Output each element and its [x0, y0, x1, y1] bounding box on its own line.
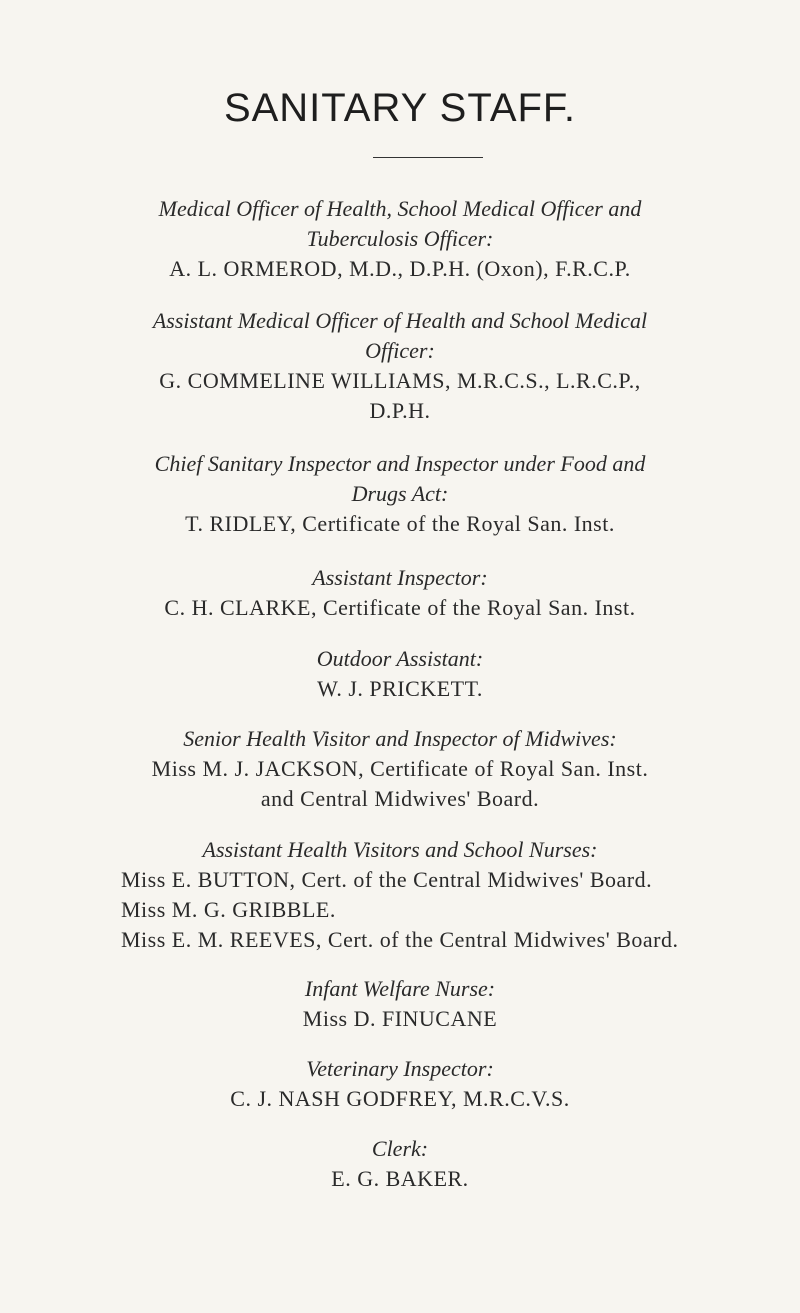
staff-entry-outdoor-assistant [0, 644, 800, 704]
name-line: C. J. NASH GODFREY, M.R.C.V.S. [230, 1086, 570, 1111]
staff-entry-assistant-inspector [0, 563, 800, 623]
name-line: G. COMMELINE WILLIAMS, M.R.C.S., L.R.C.P., [159, 368, 641, 393]
role-line: Clerk: [371, 1136, 429, 1161]
name-line: Miss D. FINUCANE [302, 1006, 498, 1031]
staff-entry-assistant-medical-officer [0, 306, 800, 426]
name-line: Miss E. BUTTON, Cert. of the Central Midwives' Board. [121, 867, 653, 892]
name-line: E. G. BAKER. [331, 1166, 469, 1191]
role-line: Assistant Medical Officer of Health and School Medical [152, 308, 648, 333]
name-line: T. RIDLEY, Certificate of the Royal San. Inst. [185, 511, 615, 536]
staff-entry-assistant-health-visitors [0, 835, 800, 955]
name-line: and Central Midwives' Board. [260, 786, 540, 811]
role-line: Outdoor Assistant: [316, 646, 484, 671]
name-line: Miss M. J. JACKSON, Certificate of Royal San. Inst. [151, 756, 649, 781]
role-line: Drugs Act: [351, 481, 449, 506]
name-line: Miss M. G. GRIBBLE. [121, 897, 336, 922]
name-line: W. J. PRICKETT. [317, 676, 483, 701]
page-title: SANITARY STAFF. [223, 86, 577, 130]
title-divider [373, 157, 483, 158]
staff-entry-infant-welfare-nurse [0, 974, 800, 1034]
staff-entry-senior-health-visitor [0, 724, 800, 814]
staff-entry-chief-sanitary-inspector [0, 449, 800, 539]
role-line: Assistant Inspector: [312, 565, 488, 590]
role-line: Veterinary Inspector: [306, 1056, 494, 1081]
role-line: Assistant Health Visitors and School Nurses: [202, 837, 598, 862]
role-line: Tuberculosis Officer: [306, 226, 494, 251]
staff-entry-medical-officer [0, 194, 800, 284]
name-line: Miss E. M. REEVES, Cert. of the Central Midwives' Board. [121, 927, 679, 952]
staff-entry-clerk [0, 1134, 800, 1194]
role-line: Officer: [365, 338, 435, 363]
name-line: C. H. CLARKE, Certificate of the Royal San. Inst. [164, 595, 636, 620]
role-line: Senior Health Visitor and Inspector of Midwives: [183, 726, 617, 751]
staff-entry-veterinary-inspector [0, 1054, 800, 1114]
name-line: A. L. ORMEROD, M.D., D.P.H. (Oxon), F.R.C.P. [169, 256, 631, 281]
role-line: Chief Sanitary Inspector and Inspector under Food and [154, 451, 646, 476]
role-line: Infant Welfare Nurse: [304, 976, 496, 1001]
role-line: Medical Officer of Health, School Medical Officer and [158, 196, 642, 221]
name-line: D.P.H. [369, 398, 431, 423]
